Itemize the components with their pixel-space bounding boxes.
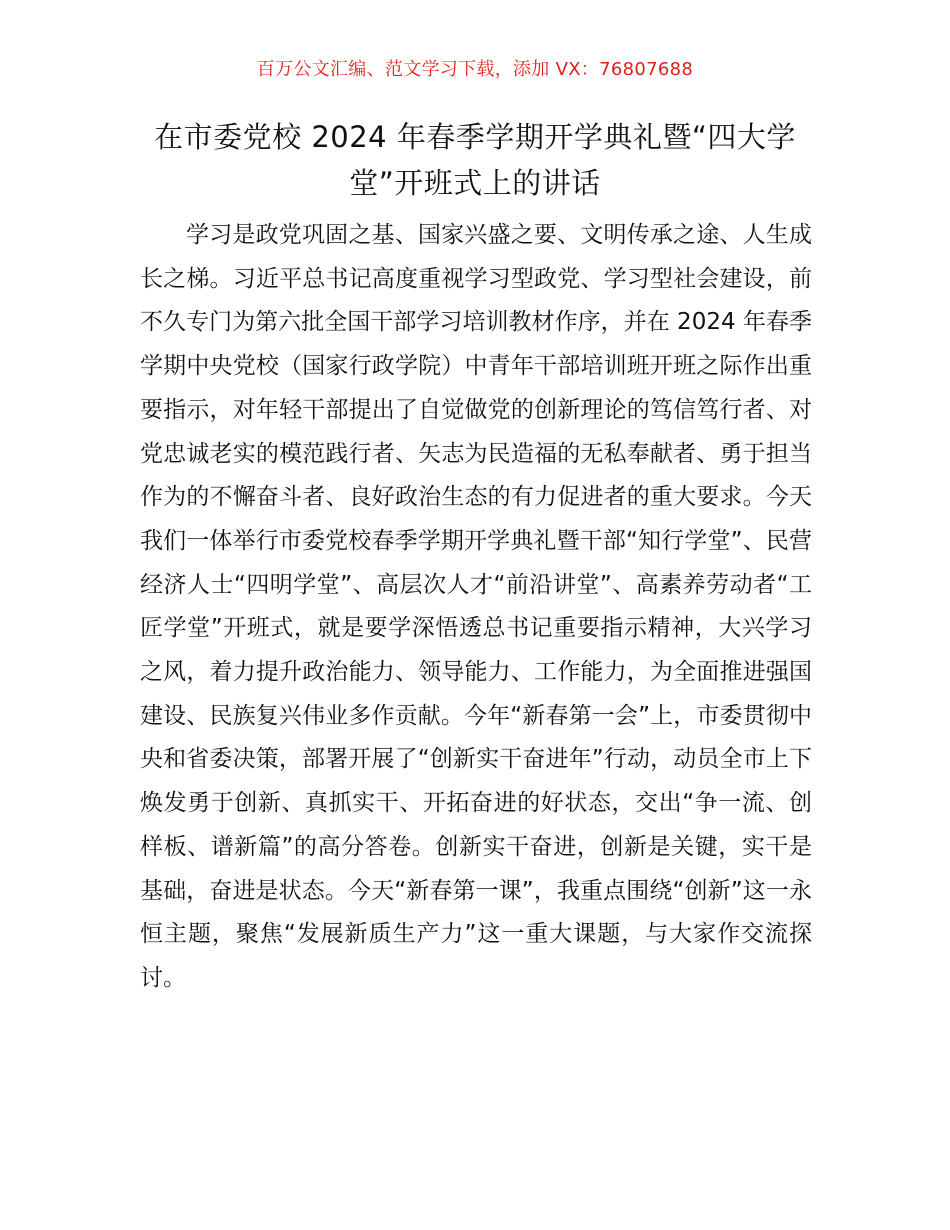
body-paragraph: 学习是政党巩固之基、国家兴盛之要、文明传承之途、人生成长之梯。习近平总书记高度重视学习型政党、学习型社会建设，前不久专门为第六批全国干部学习培训教材作序，并在 2024 年春季学期中央党校（国家行政学院）中青年干部培训班开班之际作出重要指示，对年轻干部提出了自觉做党的创新理论的笃信笃行者、对党忠诚老实的模范践行者、矢志为民造福的无私奉献者、勇于担当作为的不懈奋斗者、良好政治生态的有力促进者的重大要求。今天我们一体举行市委党校春季学期开学典礼暨干部“知行学堂”、民营经济人士“四明学堂”、高层次人才“前沿讲堂”、高素养劳动者“工匠学堂”开班式，就是要学深悟透总书记重要指示精神，大兴学习之风，着力提升政治能力、领导能力、工作能力，为全面推进强国建设、民族复兴伟业多作贡献。今年“新春第一会”上，市委贯彻中央和省委决策，部署开展了“创新实干奋进年”行动，动员全市上下焕发勇于创新、真抓实干、开拓奋进的好状态，交出“争一流、创样板、谱新篇”的高分答卷。创新实干奋进，创新是关键，实干是基础，奋进是状态。今天“新春第一课”，我重点围绕“创新”这一永恒主题，聚焦“发展新质生产力”这一重大课题，与大家作交流探讨。 [140, 222, 812, 991]
document-title: 在市委党校 2024 年春季学期开学典礼暨“四大学堂”开班式上的讲话 [154, 120, 796, 200]
header-watermark-note: 百万公文汇编、范文学习下载，添加 VX：76807688 [256, 59, 694, 80]
